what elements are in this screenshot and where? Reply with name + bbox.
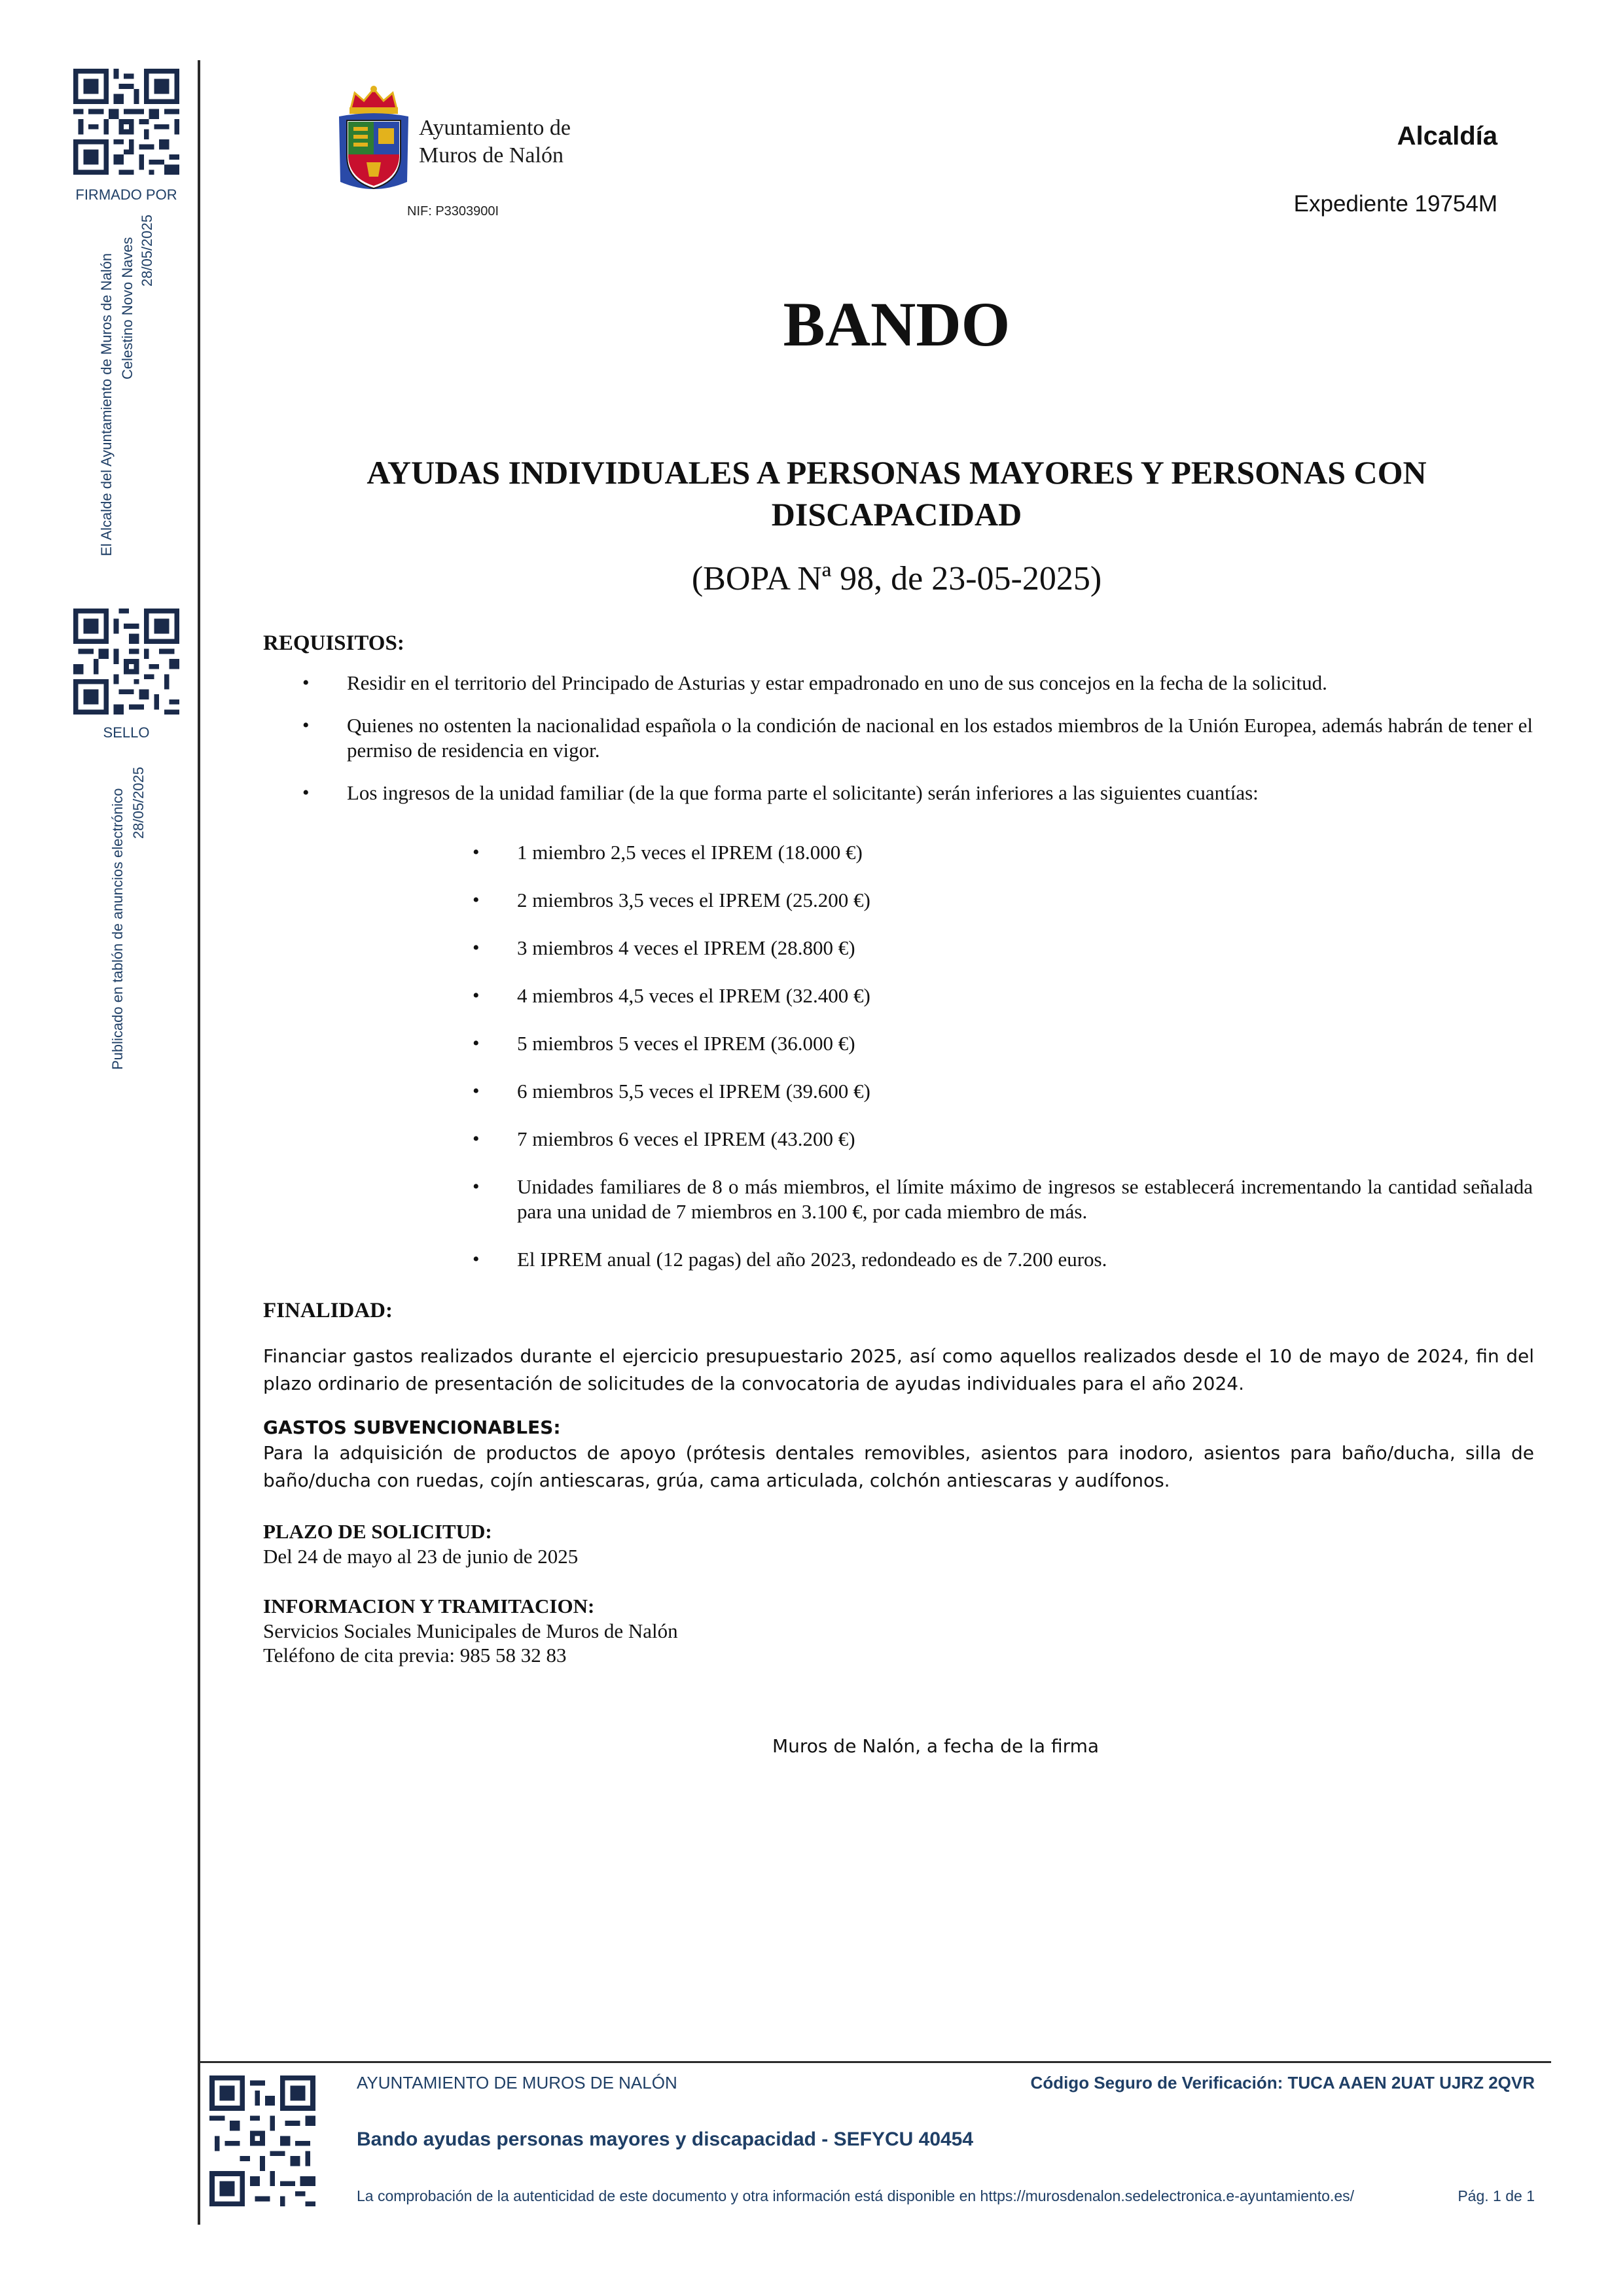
list-item: • Los ingresos de la unidad familiar (de la que forma parte el solicitante) serán inferiores a las siguientes cuantías: [302,781,1533,805]
requirements-title: REQUISITOS: [263,631,404,655]
footer-document-title: Bando ayudas personas mayores y discapacidad - SEFYCU 40454 [357,2128,974,2150]
qr-code-icon [73,609,179,715]
document-title: BANDO [783,289,1011,359]
signature-place: Muros de Nalón, a fecha de la firma [772,1735,1100,1757]
info-line-2: Teléfono de cita previa: 985 58 32 83 [263,1644,567,1667]
page-number: Pág. 1 de 1 [1458,2187,1535,2204]
municipality-line-1: Ayuntamiento de [419,116,571,140]
seal-qr-code [73,609,179,715]
department-label: Alcaldía [1397,122,1497,150]
footer-qr-code [209,2075,315,2206]
expenses-text: Para la adquisición de productos de apoyo (prótesis dentales removibles, asientos para inodoro, asientos para baño/ducha, silla de baño/ducha con ruedas, cojín antiescaras, grúa, cama articulada, colchón antiescaras y audífonos. [263,1442,1534,1491]
list-item: • 4 miembros 4,5 veces el IPREM (32.400 €) [473,983,1533,1008]
qr-code-icon [209,2075,315,2206]
purpose-title: FINALIDAD: [263,1299,393,1322]
municipal-coat-of-arms [335,84,412,195]
footer-verification-note: La comprobación de la autenticidad de este documento y otra información está disponible en https://murosdenalon.sedelectronica.e-ayuntamiento.es/ [357,2187,1355,2204]
signature-qr-code [73,69,179,175]
signed-date: 28/05/2025 [139,214,155,287]
list-item: • 2 miembros 3,5 veces el IPREM (25.200 €) [473,888,1533,913]
list-item: • El IPREM anual (12 pagas) del año 2023, redondeado es de 7.200 euros. [473,1247,1533,1272]
list-item: • Quienes no ostenten la nacionalidad española o la condición de nacional en los estados miembros de la Unión Europea, además habrán de tener el permiso de residencia en vigor. [302,713,1533,763]
left-margin-rule [198,60,200,2225]
list-item: • Unidades familiares de 8 o más miembros, el límite máximo de ingresos se establecerá incrementando la cantidad señalada para una unidad de 7 miembros en 3.100 €, por cada miembro de más. [473,1174,1533,1224]
seal-date: 28/05/2025 [130,766,147,839]
subtitle-line-1: AYUDAS INDIVIDUALES A PERSONAS MAYORES Y PERSONAS CON [367,454,1427,491]
document-subtitle [275,451,1518,535]
list-item: • 3 miembros 4 veces el IPREM (28.800 €) [473,936,1533,961]
purpose-text: Financiar gastos realizados durante el ejercicio presupuestario 2025, así como aquellos realizados desde el 10 de mayo de 2024, fin del plazo ordinario de presentación de solicitudes de la convocatoria de ayudas individuales para el año 2024. [263,1345,1534,1394]
list-item: • 1 miembro 2,5 veces el IPREM (18.000 €) [473,840,1533,865]
list-item: • 5 miembros 5 veces el IPREM (36.000 €) [473,1031,1533,1056]
coat-of-arms-icon [335,84,412,195]
list-item: • Residir en el territorio del Principado de Asturias y estar empadronado en uno de sus concejos en la fecha de la solicitud. [302,671,1533,696]
list-item: • 7 miembros 6 veces el IPREM (43.200 €) [473,1127,1533,1152]
signer-role: El Alcalde del Ayuntamiento de Muros de Nalón [98,253,115,556]
footer-rule [198,2061,1551,2063]
expenses-title: GASTOS SUBVENCIONABLES: [263,1417,561,1438]
list-item: • 6 miembros 5,5 veces el IPREM (39.600 €) [473,1079,1533,1104]
deadline-text: Del 24 de mayo al 23 de junio de 2025 [263,1545,579,1568]
seal-text: Publicado en tablón de anuncios electrónico [109,788,126,1070]
file-number: Expediente 19754M [1293,191,1497,217]
nif: NIF: P3303900I [407,204,499,219]
seal-label: SELLO [103,724,150,741]
deadline-title: PLAZO DE SOLICITUD: [263,1520,492,1543]
requirements-list [302,671,1533,823]
municipality-name [419,115,571,169]
municipality-line-2: Muros de Nalón [419,143,564,168]
info-title: INFORMACION Y TRAMITACION: [263,1595,595,1617]
bopa-reference: (BOPA Nª 98, de 23-05-2025) [691,560,1102,597]
subtitle-line-2: DISCAPACIDAD [771,496,1022,533]
income-tiers-list [473,840,1533,1295]
info-line-1: Servicios Sociales Municipales de Muros de Nalón [263,1619,678,1642]
footer-organization: AYUNTAMIENTO DE MUROS DE NALÓN [357,2073,677,2093]
signed-by-label: FIRMADO POR [75,186,177,203]
signer-name: Celestino Novo Naves [119,237,135,380]
footer-verification-code: Código Seguro de Verificación: TUCA AAEN 2UAT UJRZ 2QVR [1030,2073,1535,2093]
qr-code-icon [73,69,179,175]
